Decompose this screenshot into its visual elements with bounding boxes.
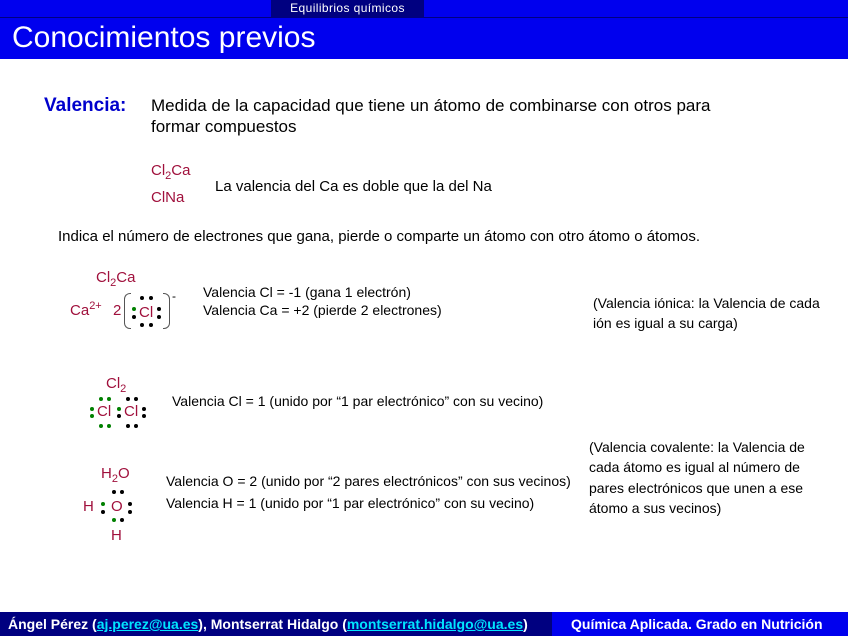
formula-part: Ca (171, 162, 191, 179)
electron-dot (157, 307, 161, 311)
top-bar-right (424, 0, 848, 17)
electron-dot (128, 510, 132, 514)
electron-dot (128, 502, 132, 506)
formula-part: Cl (96, 269, 111, 286)
example1-note: La valencia del Ca es doble que la del Na (215, 178, 492, 195)
anion-bracket-left (124, 293, 131, 329)
electron-dot (117, 414, 121, 418)
instruction-text: Indica el número de electrones que gana, pierde o comparte un átomo con otro átomo o átomos. (58, 228, 701, 245)
formula-part: H (101, 465, 112, 482)
valencia-term: Valencia: (44, 95, 127, 116)
top-bar (0, 0, 848, 17)
electron-dot (134, 397, 138, 401)
formula-subscript: 2 (110, 277, 117, 289)
electron-dot (101, 510, 105, 514)
electron-dot (140, 296, 144, 300)
author2-text: ), Montserrat Hidalgo ( (198, 616, 347, 632)
electron-dot (126, 424, 130, 428)
ionic-line2: Valencia Ca = +2 (pierde 2 electrones) (203, 302, 442, 318)
electron-dot (149, 323, 153, 327)
formula-cl2ca-ionic (96, 269, 135, 288)
electron-dot (120, 490, 124, 494)
anion-bracket-right (163, 293, 170, 329)
cation-charge: 2+ (89, 300, 102, 312)
hydrogen-left: H (83, 498, 94, 515)
electron-dot (90, 414, 94, 418)
formula-part: Ca (116, 269, 136, 286)
electron-dot (149, 296, 153, 300)
anion-charge: - (172, 289, 176, 303)
formula-cl2ca (151, 162, 190, 181)
electron-dot (126, 397, 130, 401)
electron-dot (90, 407, 94, 411)
electron-dot (99, 397, 103, 401)
email-link-perez[interactable]: aj.perez@ua.es (96, 616, 199, 632)
formula-part: O (117, 465, 130, 482)
electron-dot (140, 323, 144, 327)
covalent-note-line4: átomo a sus vecinos) (589, 500, 722, 516)
formula-subscript: 2 (111, 473, 118, 485)
formula-cl2 (106, 375, 126, 394)
ionic-line1: Valencia Cl = -1 (gana 1 electrón) (203, 284, 411, 300)
anion-coefficient: 2 (113, 302, 122, 319)
section-label: Equilibrios químicos (271, 0, 424, 17)
electron-dot (112, 518, 116, 522)
anion-symbol: Cl (139, 304, 154, 321)
footer-course-box (552, 612, 848, 636)
formula-subscript: 2 (120, 383, 127, 395)
footer-authors (8, 616, 528, 632)
covalent-note-line3: pares electrónicos que unen a ese (589, 480, 804, 496)
electron-dot (107, 397, 111, 401)
title-bar (0, 17, 848, 59)
author1-text: Ángel Pérez ( (8, 616, 97, 632)
formula-clna: ClNa (151, 189, 185, 206)
ionic-note-line2: ión es igual a su carga) (593, 315, 738, 331)
electron-dot (142, 407, 146, 411)
electron-dot (101, 502, 105, 506)
chlorine-atom1: Cl (97, 403, 112, 420)
top-bar-left (0, 0, 271, 17)
formula-h2o (101, 465, 130, 484)
calcium-cation (70, 302, 102, 321)
water-line2: Valencia H = 1 (unido por “1 par electrónico” con su vecino) (166, 495, 535, 511)
electron-dot (134, 424, 138, 428)
hydrogen-bottom: H (111, 527, 122, 544)
electron-dot (132, 307, 136, 311)
electron-dot (117, 407, 121, 411)
chlorine-line: Valencia Cl = 1 (unido por “1 par electrónico” con su vecino) (172, 393, 544, 409)
water-line1: Valencia O = 2 (unido por “2 pares electrónicos” con sus vecinos) (166, 473, 571, 489)
electron-dot (132, 315, 136, 319)
electron-dot (99, 424, 103, 428)
email-link-hidalgo[interactable]: montserrat.hidalgo@ua.es (346, 616, 524, 632)
valencia-definition-line2: formar compuestos (151, 117, 297, 136)
electron-dot (142, 414, 146, 418)
electron-dot (112, 490, 116, 494)
formula-subscript: 2 (165, 170, 172, 182)
slide-title: Conocimientos previos (12, 21, 316, 54)
valencia-definition-line1: Medida de la capacidad que tiene un átomo de combinarse con otros para (151, 96, 711, 115)
formula-part: Cl (151, 162, 166, 179)
cation-symbol: Ca (70, 302, 90, 319)
covalent-note-line1: (Valencia covalente: la Valencia de (589, 439, 805, 455)
covalent-note-line2: cada átomo es igual al número de (589, 459, 800, 475)
ionic-note-line1: (Valencia iónica: la Valencia de cada (593, 295, 820, 311)
closing-paren: ) (523, 616, 528, 632)
chlorine-atom2: Cl (124, 403, 139, 420)
electron-dot (157, 315, 161, 319)
course-title: Química Aplicada. Grado en Nutrición (571, 616, 823, 632)
formula-part: Cl (106, 375, 121, 392)
oxygen-atom: O (111, 498, 123, 515)
footer-bar (0, 612, 848, 636)
electron-dot (107, 424, 111, 428)
electron-dot (120, 518, 124, 522)
